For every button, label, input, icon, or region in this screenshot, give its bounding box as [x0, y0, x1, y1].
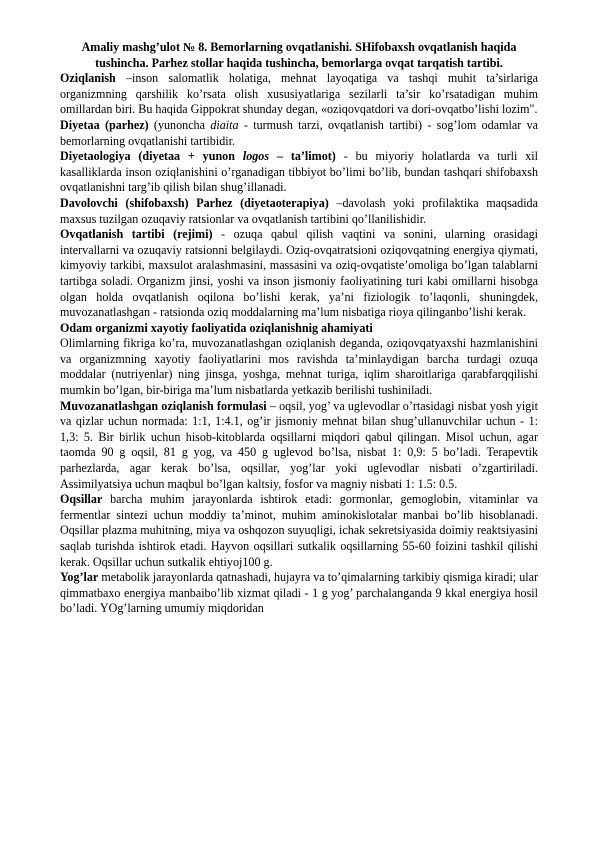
term-label: Diyetaa (parhez): [60, 117, 149, 132]
paragraph-text: - bu miyoriy holatlarda va turli xil kasalliklarda inson oziqlanishini o’rganadigan tibbiyot bo’limi bo’lib, bundan tashqari shifobaxsh ovqatlanishni targ’ib qilish bilan shug’illanadi.: [60, 149, 538, 195]
paragraph-text: Olimlarning fikriga ko’ra, muvozanatlashgan oziqlanish deganda, oziqovqatyaxshi hazmlanishini va organizmning xayotiy faoliyatlarini mos ravishda ta’minlaydigan barcha turdagi ozuqa moddalar (nutriyenlar) ning jinsga, yoshga, mehnat turiga, iqlim sharoitlariga qarabfarqqilishi mumkin bo’lgan, bir-biriga ma’lum nisbatlarda yetkazib berilishi tushiniladi.: [60, 336, 538, 398]
paragraph-text: - turmush tarzi, ovqatlanish tartibi) - sog’lom odamlar va bemorlarning ovqatlanishi tartibidir.: [60, 117, 539, 148]
term-label: Oziqlanish: [60, 71, 116, 86]
term-label: Muvozanatlashgan oziqlanish formulasi: [60, 398, 267, 413]
paragraph-text: –davolash yoki profilaktika maqsadida maxsus tuzilgan ozuqaviy ratsionlar va ovqatlanish tartibini qo’llanilishidir.: [60, 195, 538, 226]
term-italic: logos: [242, 149, 270, 164]
term-label: Ovqatlanish tartibi (rejimi): [60, 227, 213, 242]
paragraph-oqsillar: [60, 492, 538, 570]
paragraph-text: - ozuqa qabul qilish vaqtini va sonini, ularning orasidagi intervallarni va ozuqaviy ratsionni belgilaydi. Oziq-ovqatratsioni oziqovqatning energiya qiymati, kimyoviy tarkibi, maxsulot aralashmasini, massasini va oziq-ovqatiste’omoliga bo’lgan talablarni tartibga soladi. Organizm jinsi, yoshi va inson jismoniy faoliyatining turi kabi omillarni hisobga olgan holda ovqatlanish oqilona bo’lishi kerak, ya’ni fiziologik to’laqonli, shuningdek, muvozanatlashgan - ratsionda oziq moddalarning ma’lum nisbatiga rioya qilinganbo’lishi kerak.: [60, 227, 538, 320]
term-label: Diyetaologiya (diyetaa + yunon: [60, 149, 243, 164]
document-page: [60, 40, 538, 617]
paragraph-text: metabolik jarayonlarda qatnashadi, hujayra va to’qimalarning tarkibiy qismiga kiradi; ular qimmatbaxo energiya manbaibo’lib xizmat qiladi - 1 g yog’ parchalanganda 9 kkal energiya hosil bo’ladi. YOg’larning umumiy miqdoridan: [60, 570, 538, 616]
term-label: Yog’lar: [60, 570, 99, 585]
term-label: Davolovchi (shifobaxsh) Parhez (diyetaoterapiya): [60, 195, 329, 210]
paragraph-text-pre: (yunoncha: [148, 117, 211, 132]
paragraph-text: –inson salomatlik holatiga, mehnat layoqatiga va tashqi muhit ta’sirlariga organizmning qarshilik ko’rsata olish xususiyatlariga sezilarli ta’sir ko’rsatadigan muhim omillardan biri. Bu haqida Gippokrat shunday degan, «oziqovqatdori va dori-ovqatbo’lishi lozim".: [60, 71, 538, 117]
paragraph-text: barcha muhim jarayonlarda ishtirok etadi: gormonlar, gemoglobin, vitaminlar va fermentlar sintezi uchun moddiy ta’minot, muhim aminokislotalar manbai bo’lib hisoblanadi. Oqsillar plazma muhitning, miya va oshqozon suyuqligi, ichak sekretsiyasida doimiy reaktsiyasini saqlab turishda ishtirok etadi. Hayvon oqsillari sutkalik oqsillarning 55-60 foizini tashkil qilishi kerak. Oqsillar uchun sutkalik ehtiyoj100 g.: [60, 492, 538, 569]
italic-word: diaita: [210, 117, 239, 132]
paragraph-olimlarning: [60, 336, 538, 398]
paragraph-diyetaa: [60, 118, 538, 149]
paragraph-yoglar: [60, 570, 538, 617]
section-heading: Odam organizmi xayotiy faoliyatida oziqlanishnig ahamiyati: [60, 320, 373, 335]
term-label-end: – ta’limot): [269, 149, 336, 164]
paragraph-oziqlanish: [60, 71, 538, 118]
term-label: Oqsillar: [60, 492, 103, 507]
paragraph-formula: [60, 399, 538, 493]
document-title: Amaliy mashg’ulot № 8. Bemorlarning ovqatlanishi. SHifobaxsh ovqatlanish haqida tushincha. Parhez stollar haqida tushincha, bemorlarga ovqat tarqatish tartibi.: [81, 40, 517, 70]
paragraph-text: – oqsil, yog’ va uglevodlar o’rtasidagi nisbat yosh yigit va qizlar uchun normada: 1:1, 1:4.1, og’ir jismoniy mehnat bilan shug’ullanuvchilar uchun - 1: 1,3: 5. Bir birlik uchun hisob-kitoblarda oqsillarni miqdori qabul qilingan. Misol uchun, agar taomda 90 g oqsil, 81 g yog, va 450 g uglevod bo’lsa, nisbat 1: 0,9: 5 bo’ladi. Terapevtik parhezlarda, agar kerak bo’lsa, oqsillar, yog’lar yoki uglevodlar nisbati o’zgartiriladi. Assimilyatsiya uchun maqbul bo’lgan kaltsiy, fosfor va magniy nisbati 1: 1.5: 0.5.: [60, 398, 538, 491]
paragraph-ovqatlanish-tartibi: [60, 227, 538, 321]
paragraph-davolovchi: [60, 196, 538, 227]
paragraph-diyetaologiya: [60, 149, 538, 196]
